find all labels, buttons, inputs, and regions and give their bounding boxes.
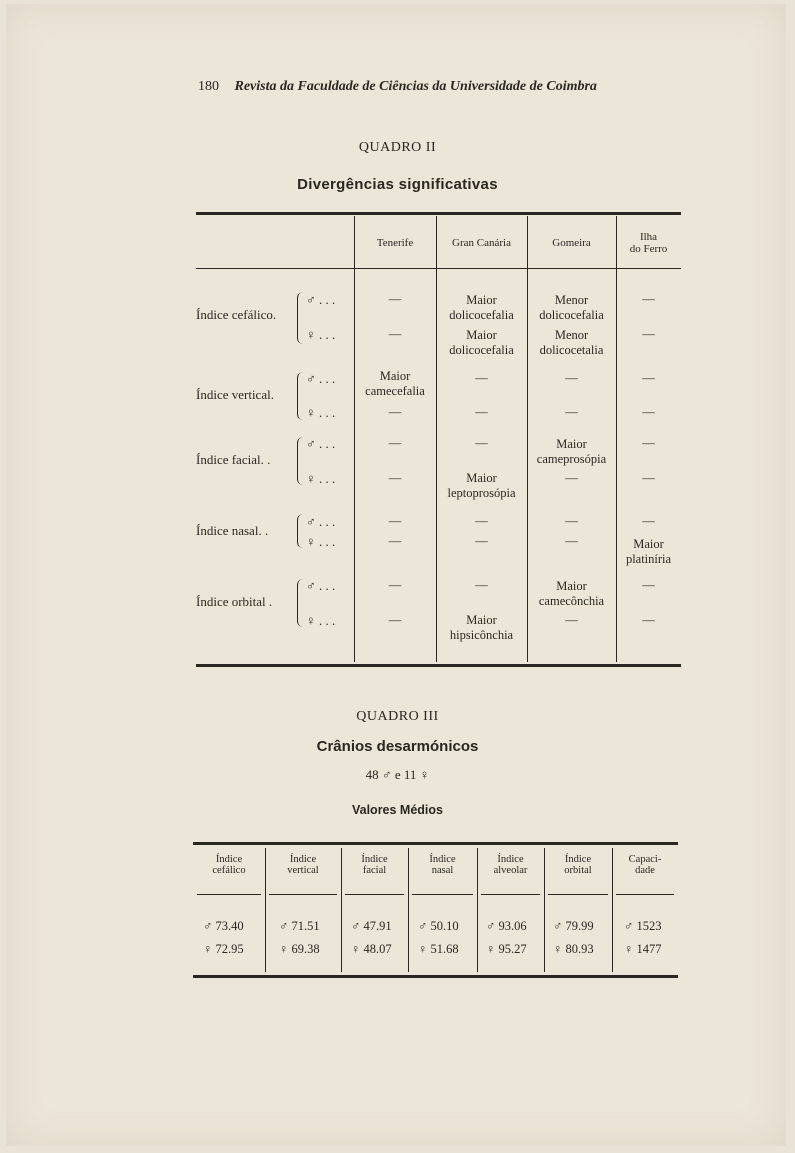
cell: —	[475, 436, 488, 450]
cell: —	[565, 613, 578, 627]
cell: —	[388, 471, 402, 485]
cell-dolicocefalia: dolicocefalia	[449, 343, 514, 357]
cell-dolicocefalia: dolicocefalia	[449, 308, 514, 322]
cell: —	[475, 371, 488, 385]
value-female: ♀ 72.95	[203, 942, 244, 956]
cell: —	[388, 292, 402, 306]
sex-female: ♀ . . .	[306, 471, 336, 486]
cell: —	[642, 327, 655, 341]
col-header-line1: Capaci-	[628, 854, 662, 865]
quadro-3-values-title: Valores Médios	[351, 803, 443, 817]
value-female: ♀ 48.07	[351, 942, 392, 956]
cell: —	[565, 534, 578, 548]
col-header-cefalico	[193, 854, 265, 876]
quadro-3-count: 48 ♂ e 11 ♀	[365, 767, 430, 782]
cell: —	[642, 405, 655, 419]
value-male: ♂ 50.10	[418, 919, 459, 933]
cell-maior: Maior	[466, 471, 497, 485]
cell: —	[388, 405, 402, 419]
brace	[297, 292, 304, 344]
col-header-line1: Índice	[497, 854, 524, 865]
sex-female: ♀ . . .	[306, 405, 336, 420]
col-header-line1: Índice	[361, 854, 388, 865]
brace	[297, 372, 304, 420]
cell: —	[642, 471, 655, 485]
sex-female: ♀ . . .	[306, 534, 336, 549]
col-header-ilha: Ilha	[639, 231, 658, 243]
col-header-orbital	[544, 854, 612, 876]
quadro-2-subtitle: Divergências significativas	[297, 176, 498, 193]
col-header-line1: Índice	[289, 854, 317, 865]
sex-male: ♂ . . .	[306, 514, 336, 529]
value-female: ♀ 1477	[624, 942, 662, 956]
header-underline	[616, 894, 674, 895]
header-underline	[269, 894, 337, 895]
sex-male: ♂ . . .	[306, 436, 336, 451]
cell-dolicocetalia: dolicocetalia	[539, 343, 604, 357]
sex-male: ♂ . . .	[306, 578, 336, 593]
table-bottom-rule	[193, 975, 678, 978]
col-header-line1: Índice	[429, 854, 456, 865]
value-male: ♂ 93.06	[486, 919, 527, 933]
col-header-line1: Índice	[215, 854, 243, 865]
col-header-line2: facial	[362, 865, 387, 876]
cell-leptoprosopia: leptoprosópia	[447, 486, 516, 500]
cell: —	[642, 613, 655, 627]
cell-maior: Maior	[466, 328, 497, 342]
col-header-do-ferro: do Ferro	[629, 243, 668, 255]
col-header-alveolar	[477, 854, 544, 876]
cell: —	[642, 292, 655, 306]
value-male: ♂ 1523	[624, 919, 662, 933]
header-underline	[197, 894, 261, 895]
sex-female: ♀ . . .	[306, 613, 336, 628]
row-label-nasal: Índice nasal. .	[196, 523, 269, 538]
sex-female: ♀ . . .	[306, 327, 336, 342]
cell: —	[388, 327, 402, 341]
brace	[297, 514, 304, 548]
col-header-line2: dade	[635, 865, 655, 876]
cell: —	[475, 578, 488, 592]
col-header-tenerife: Tenerife	[376, 237, 414, 249]
cell-maior: Maior	[466, 293, 497, 307]
table-bottom-rule	[196, 664, 681, 667]
cell: —	[642, 371, 655, 385]
col-header-vertical	[265, 854, 341, 876]
cell-camecefalia: camecefalia	[365, 384, 425, 398]
value-male: ♂ 47.91	[351, 919, 392, 933]
cell: —	[475, 534, 488, 548]
value-male: ♂ 71.51	[279, 919, 320, 933]
col-header-line2: cefálico	[212, 865, 246, 876]
quadro-3-title: QUADRO III	[356, 709, 439, 724]
cell-maior: Maior	[556, 437, 587, 451]
cell: —	[388, 514, 402, 528]
journal-title: Revista da Faculdade de Ciências da Universidade de Coimbra	[234, 79, 597, 94]
cell: —	[388, 534, 402, 548]
col-header-line2: orbital	[564, 865, 592, 876]
col-header-gomeira: Gomeira	[552, 237, 591, 249]
running-header	[198, 79, 648, 95]
cell-platiniria: platiníria	[625, 552, 672, 566]
cell-maior: Maior	[633, 537, 664, 551]
brace	[297, 437, 304, 485]
col-header-line2: nasal	[431, 865, 454, 876]
cell: —	[642, 514, 655, 528]
cell-maior: Maior	[379, 369, 411, 383]
quadro-2-table	[196, 212, 681, 670]
row-label-cefalico: Índice cefálico.	[196, 307, 277, 322]
cell-dolicocefalia: dolicocefalia	[539, 308, 604, 322]
row-label-facial: Índice facial. .	[196, 452, 271, 467]
col-header-gran-canaria: Gran Canária	[452, 237, 511, 249]
cell-maior: Maior	[466, 613, 497, 627]
cell: —	[475, 405, 488, 419]
cell: —	[388, 436, 402, 450]
cell: —	[475, 514, 488, 528]
table-top-rule	[193, 842, 678, 845]
page-number: 180	[198, 79, 219, 94]
cell: —	[565, 514, 578, 528]
quadro-3-table	[193, 842, 678, 982]
cell-camecónchia: camecônchia	[538, 594, 605, 608]
cell: —	[642, 578, 655, 592]
quadro-3-subtitle: Crânios desarmónicos	[316, 738, 479, 755]
header-underline	[345, 894, 404, 895]
cell: —	[565, 371, 578, 385]
cell-menor: Menor	[554, 328, 589, 342]
header-rule	[196, 268, 681, 269]
col-header-facial	[341, 854, 408, 876]
col-header-line1: Índice	[564, 854, 592, 865]
sex-male: ♂ . . .	[306, 292, 336, 307]
quadro-2-title: QUADRO II	[358, 140, 437, 155]
header-underline	[412, 894, 473, 895]
header-underline	[481, 894, 540, 895]
cell-maior: Maior	[556, 579, 587, 593]
cell: —	[388, 613, 402, 627]
header-underline	[548, 894, 608, 895]
row-label-orbital: Índice orbital .	[196, 594, 273, 609]
value-male: ♂ 79.99	[553, 919, 594, 933]
col-header-line2: vertical	[287, 865, 319, 876]
cell-cameprosopia: cameprosópia	[536, 452, 607, 466]
cell: —	[565, 471, 578, 485]
cell: —	[642, 436, 655, 450]
row-label-vertical: Índice vertical.	[196, 387, 274, 402]
table-top-rule	[196, 212, 681, 215]
cell-hipsiconchia: hipsicônchia	[449, 628, 514, 642]
brace	[297, 579, 304, 627]
value-female: ♀ 95.27	[486, 942, 527, 956]
cell: —	[565, 405, 578, 419]
value-female: ♀ 51.68	[418, 942, 459, 956]
value-male: ♂ 73.40	[203, 919, 244, 933]
value-female: ♀ 69.38	[279, 942, 320, 956]
col-header-line2: alveolar	[493, 865, 528, 876]
sex-male: ♂ . . .	[306, 371, 336, 386]
value-female: ♀ 80.93	[553, 942, 594, 956]
cell-menor: Menor	[554, 293, 589, 307]
col-header-nasal	[408, 854, 477, 876]
col-header-capacidade	[612, 854, 678, 876]
cell: —	[388, 578, 402, 592]
